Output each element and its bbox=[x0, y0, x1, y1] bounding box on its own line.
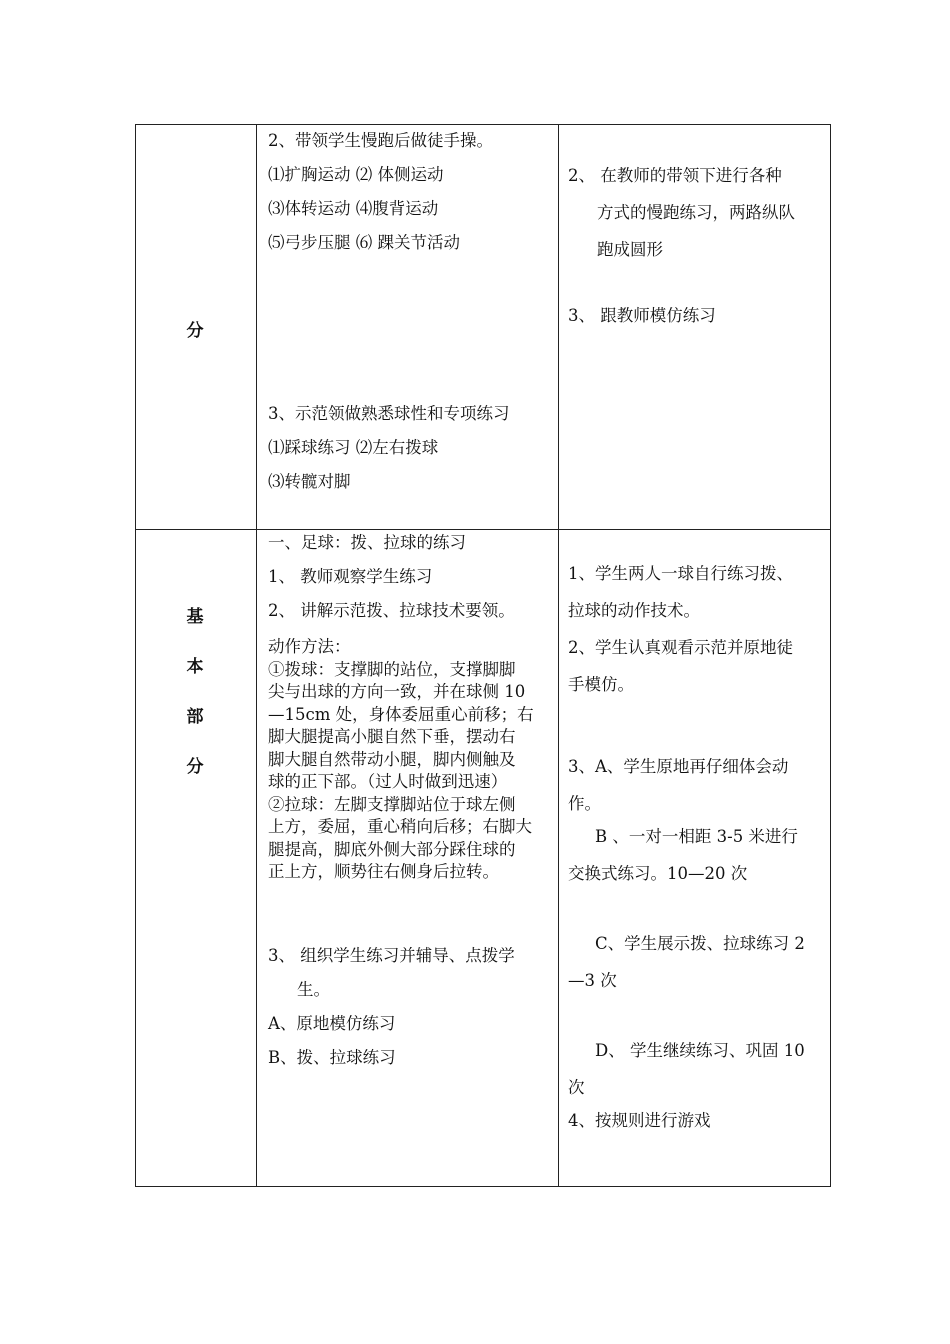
teacher-line: 1、 教师观察学生练习 bbox=[268, 567, 433, 586]
teacher-cell-row1-top bbox=[268, 124, 493, 260]
teacher-line: B、拨、拉球练习 bbox=[268, 1048, 396, 1067]
method-line: 正上方，顺势往右侧身后拉转。 bbox=[268, 862, 499, 881]
student-line: B 、一对一相距 3-5 米进行 bbox=[595, 827, 798, 846]
method-line: 动作方法： bbox=[268, 637, 351, 656]
student-line: 1、学生两人一球自行练习拨、 bbox=[568, 564, 793, 583]
teacher-cell-row2-bottom bbox=[268, 939, 515, 1075]
student-line: 次 bbox=[568, 1078, 585, 1097]
student-line: 2、 在教师的带领下进行各种 bbox=[568, 166, 782, 185]
teacher-cell-row2-top bbox=[268, 526, 515, 628]
student-cell-row1-item3 bbox=[568, 299, 716, 333]
student-line: 3、A、学生原地再仔细体会动 bbox=[568, 757, 789, 776]
student-line: 跑成圆形 bbox=[597, 240, 663, 259]
student-cell-row2-top bbox=[568, 555, 793, 703]
student-item4 bbox=[568, 1104, 711, 1138]
student-line: 2、学生认真观看示范并原地徒 bbox=[568, 638, 793, 657]
teacher-line: 一、足球：拨、拉球的练习 bbox=[268, 533, 466, 552]
exercise-line: ⑴扩胸运动 ⑵ 体侧运动 bbox=[268, 165, 444, 184]
student-item3d bbox=[568, 1032, 805, 1106]
student-line: 拉球的动作技术。 bbox=[568, 601, 700, 620]
method-line: 脚大腿自然带动小腿，脚内侧触及 bbox=[268, 749, 516, 769]
action-method bbox=[268, 636, 534, 884]
student-line: 交换式练习。10—20 次 bbox=[568, 864, 748, 883]
student-line: —3 次 bbox=[568, 971, 617, 990]
column-divider-2 bbox=[558, 124, 559, 1187]
teacher-intro: 2、带领学生慢跑后做徒手操。 bbox=[268, 131, 493, 150]
student-item3a bbox=[568, 748, 788, 822]
teacher-line: 3、 组织学生练习并辅导、点拨学 bbox=[268, 946, 515, 965]
student-line: C、学生展示拨、拉球练习 2 bbox=[595, 934, 805, 953]
student-line: 4、按规则进行游戏 bbox=[568, 1111, 711, 1130]
demo-item: ⑴踩球练习 ⑵左右拨球 bbox=[268, 438, 439, 457]
student-cell-row1-item2 bbox=[568, 157, 795, 268]
method-line: 腿提高，脚底外侧大部分踩住球的 bbox=[268, 839, 516, 859]
teacher-cell-row1-bottom bbox=[268, 397, 510, 499]
label-char: 基 bbox=[186, 607, 204, 627]
student-line: 作。 bbox=[568, 794, 601, 813]
method-line: 球的正下部。（过人时做到迅速） bbox=[268, 772, 508, 791]
method-line: 尖与出球的方向一致，并在球侧 10 bbox=[268, 682, 526, 701]
student-item3c bbox=[568, 925, 805, 999]
section-label-basic-part bbox=[180, 592, 210, 792]
demo-title: 3、示范领做熟悉球性和专项练习 bbox=[268, 404, 510, 423]
column-divider-1 bbox=[256, 124, 257, 1187]
demo-item: ⑶转髋对脚 bbox=[268, 472, 351, 491]
student-line: 手模仿。 bbox=[568, 675, 634, 694]
teacher-line: 2、 讲解示范拨、拉球技术要领。 bbox=[268, 601, 515, 620]
student-line: 3、 跟教师模仿练习 bbox=[568, 306, 716, 325]
teacher-line: A、原地模仿练习 bbox=[268, 1014, 396, 1033]
method-line: 脚大腿提高小腿自然下垂，摆动右 bbox=[268, 727, 516, 746]
exercise-line: ⑶体转运动 ⑷腹背运动 bbox=[268, 199, 439, 218]
method-line: 上方，委屈，重心稍向后移；右脚大 bbox=[268, 817, 532, 836]
exercise-line: ⑸弓步压腿 ⑹ 踝关节活动 bbox=[268, 233, 460, 252]
label-char: 部 bbox=[186, 707, 204, 727]
teacher-line: 生。 bbox=[297, 980, 330, 999]
label-char: 本 bbox=[186, 657, 204, 677]
label-char: 分 bbox=[186, 757, 204, 777]
student-item3b bbox=[568, 818, 798, 892]
student-line: 方式的慢跑练习，两路纵队 bbox=[597, 203, 795, 222]
method-line: —15cm 处，身体委屈重心前移；右 bbox=[268, 704, 534, 724]
method-line: ②拉球：左脚支撑脚站位于球左侧 bbox=[268, 794, 516, 814]
student-line: D、 学生继续练习、巩固 10 bbox=[595, 1041, 805, 1060]
method-line: ①拨球：支撑脚的站位，支撑脚脚 bbox=[268, 659, 516, 679]
section-label-part: 分 bbox=[186, 321, 204, 341]
